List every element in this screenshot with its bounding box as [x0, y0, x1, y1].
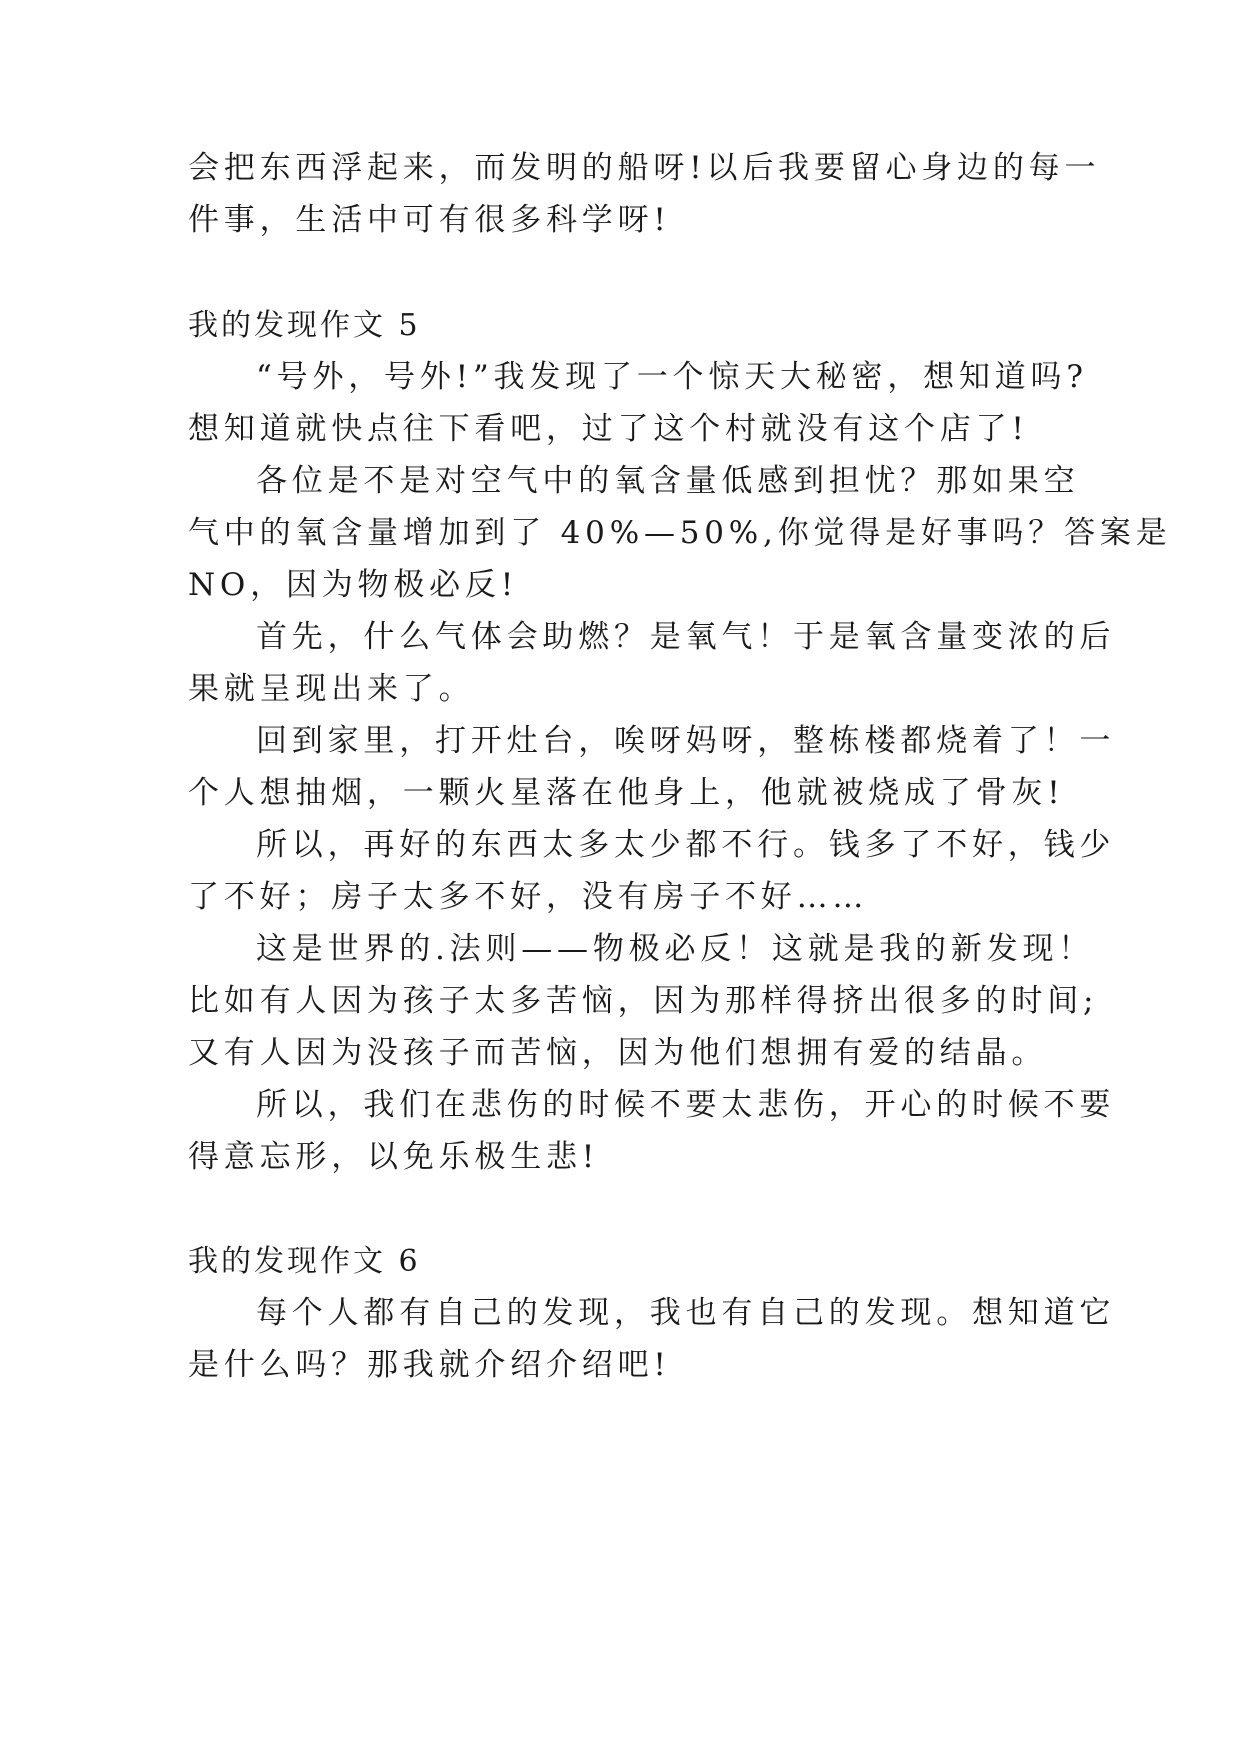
paragraph-line: “号外，号外!”我发现了一个惊天大秘密，想知道吗?: [256, 359, 1088, 395]
paragraph-line: 又有人因为没孩子而苦恼，因为他们想拥有爱的结晶。: [188, 1035, 1048, 1071]
paragraph-line: 是什么吗？那我就介绍介绍吧!: [188, 1347, 671, 1383]
paragraph-line: 气中的氧含量增加到了 40%—50%,你觉得是好事吗？答案是: [188, 515, 1172, 551]
paragraph-line: 想知道就快点往下看吧，过了这个村就没有这个店了!: [188, 411, 1029, 447]
paragraph-line: 了不好；房子太多不好，没有房子不好……: [188, 879, 869, 915]
paragraph-line: 各位是不是对空气中的氧含量低感到担忧？那如果空: [256, 463, 1080, 499]
intro-line: 件事，生活中可有很多科学呀!: [188, 202, 671, 238]
paragraph-line: 每个人都有自己的发现，我也有自己的发现。想知道它: [256, 1295, 1116, 1331]
paragraph-line: NO，因为物极必反!: [188, 567, 518, 603]
paragraph-line: 果就呈现出来了。: [188, 671, 475, 707]
paragraph-line: 个人想抽烟，一颗火星落在他身上，他就被烧成了骨灰!: [188, 775, 1065, 811]
paragraph-line: 所以，我们在悲伤的时候不要太悲伤，开心的时候不要: [256, 1087, 1116, 1123]
paragraph-line: 这是世界的.法则——物极必反！这就是我的新发现！: [256, 931, 1095, 967]
paragraph-line: 首先，什么气体会助燃？是氧气！于是氧含量变浓的后: [256, 619, 1116, 655]
intro-line: 会把东西浮起来，而发明的船呀!以后我要留心身边的每一: [188, 150, 1101, 186]
section-title: 我的发现作文 6: [188, 1244, 421, 1279]
paragraph-line: 得意忘形，以免乐极生悲!: [188, 1139, 600, 1175]
paragraph-line: 所以，再好的东西太多太少都不行。钱多了不好，钱少: [256, 827, 1116, 863]
section-title: 我的发现作文 5: [188, 308, 421, 343]
paragraph-line: 比如有人因为孩子太多苦恼，因为那样得挤出很多的时间;: [188, 983, 1099, 1019]
paragraph-line: 回到家里，打开灶台，唉呀妈呀，整栋楼都烧着了！一: [256, 723, 1116, 759]
